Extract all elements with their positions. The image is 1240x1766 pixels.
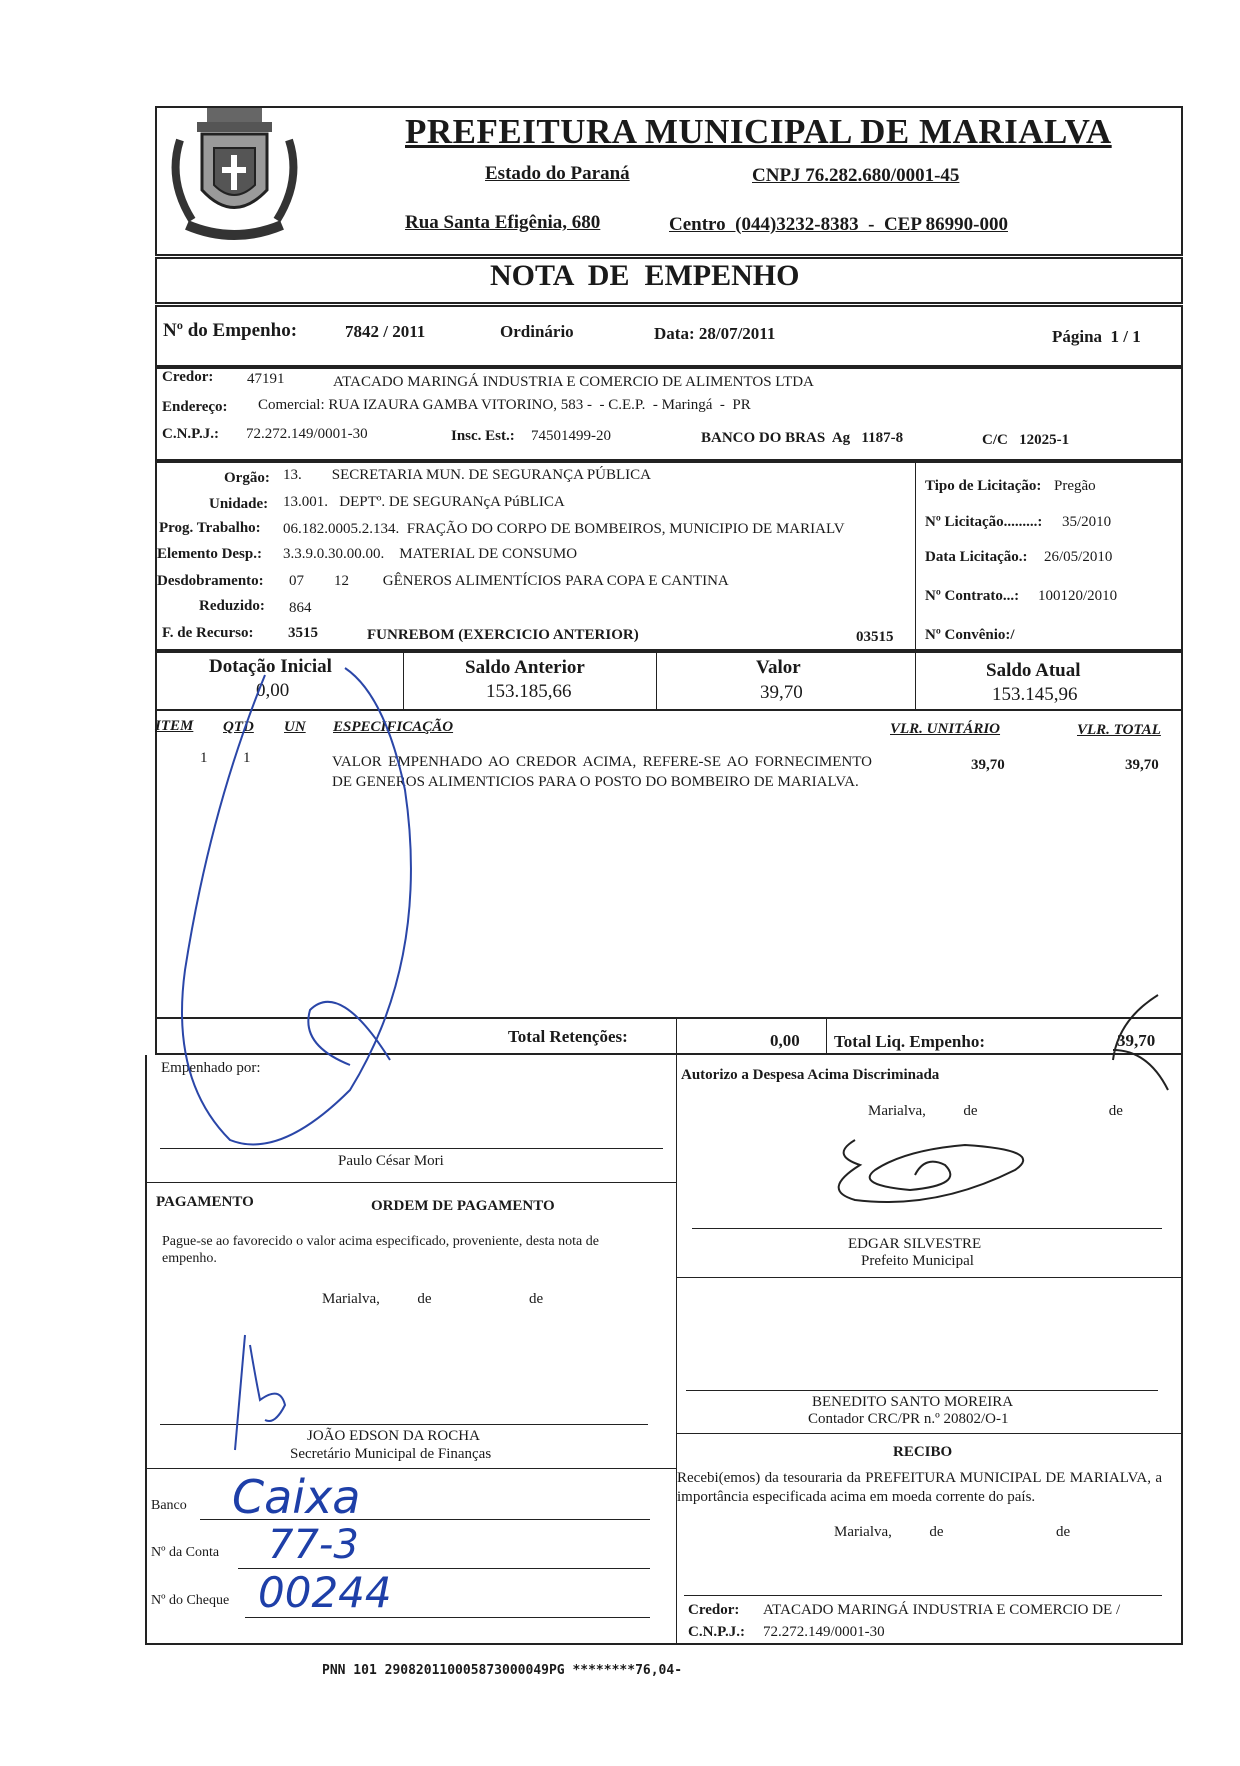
valor-label: Valor	[756, 657, 801, 678]
credor-cnpj-label: C.N.P.J.:	[162, 426, 219, 442]
desdobramento-value: 07 12 GÊNEROS ALIMENTÍCIOS PARA COPA E CANTINA	[289, 573, 729, 589]
credor-address-label: Endereço:	[162, 399, 228, 415]
licitacao-tipo-label: Tipo de Licitação:	[925, 478, 1042, 494]
doc-title: NOTA DE EMPENHO	[490, 259, 800, 292]
col-header-un: UN	[284, 719, 306, 735]
credor-insc: 74501499-20	[531, 428, 611, 444]
elemento-label: Elemento Desp.:	[157, 546, 262, 562]
credor-account: C/C 12025-1	[982, 432, 1070, 448]
ordem-pagamento-label: ORDEM DE PAGAMENTO	[371, 1198, 555, 1214]
credor-address: Comercial: RUA IZAURA GAMBA VITORINO, 583 - - C.E.P. - Maringá - PR	[258, 397, 751, 413]
municipality-cnpj: CNPJ 76.282.680/0001-45	[752, 165, 960, 186]
credor-insc-label: Insc. Est.:	[451, 428, 515, 444]
item-total-price: 39,70	[1125, 757, 1159, 773]
credor-bank: BANCO DO BRAS Ag 1187-8	[701, 430, 904, 446]
col-header-total: VLR. TOTAL	[1077, 722, 1161, 738]
saldo-atual-label: Saldo Atual	[986, 660, 1081, 681]
autorizo-place-date: Marialva, de de	[868, 1103, 1123, 1119]
orgao-value: 13. SECRETARIA MUN. DE SEGURANÇA PÚBLICA	[283, 467, 651, 483]
desdobramento-label: Desdobramento:	[157, 573, 264, 589]
item-spec: VALOR EMPENHADO AO CREDOR ACIMA, REFERE-SE AO FORNECIMENTO DE GENEROS ALIMENTICIOS PARA O POSTO DO BOMBEIRO DE MARIALVA.	[332, 754, 872, 790]
col-header-spec: ESPECIFICAÇÃO	[333, 719, 454, 735]
reduzido-value: 864	[289, 600, 312, 616]
state-name: Estado do Paraná	[485, 163, 630, 184]
unidade-label: Unidade:	[209, 496, 269, 512]
municipality-title: PREFEITURA MUNICIPAL DE MARIALVA	[405, 112, 1112, 151]
prefeito-role: Prefeito Municipal	[861, 1253, 974, 1269]
pagamento-place-date: Marialva, de de	[322, 1291, 544, 1307]
contrato-label: Nº Contrato...:	[925, 588, 1020, 604]
recibo-credor-label: Credor:	[688, 1602, 740, 1618]
recurso-value: 3515	[288, 625, 318, 641]
large-pen-stroke	[170, 660, 500, 1160]
recibo-cnpj-label: C.N.P.J.:	[688, 1624, 745, 1640]
conta-value: 77-3	[268, 1522, 359, 1568]
prog-value: 06.182.0005.2.134. FRAÇÃO DO CORPO DE BOMBEIROS, MUNICIPIO DE MARIALV	[283, 521, 845, 537]
cheque-line	[245, 1617, 650, 1618]
empenhado-label: Empenhado por:	[161, 1060, 261, 1076]
recibo-text: Recebi(emos) da tesouraria da PREFEITURA MUNICIPAL DE MARIALVA, a importância especificada acima em moeda corrente do país.	[677, 1470, 1162, 1505]
saldo-anterior-label: Saldo Anterior	[465, 657, 585, 678]
footer-code: PNN 101 290820110005873000049PG ********76,04-	[322, 1663, 683, 1678]
saldo-anterior-value: 153.185,66	[486, 681, 572, 702]
secretario-role: Secretário Municipal de Finanças	[290, 1446, 492, 1462]
empenho-page: Página 1 / 1	[1052, 327, 1141, 346]
credor-cnpj: 72.272.149/0001-30	[246, 426, 368, 442]
recibo-place-date: Marialva, de de	[834, 1524, 1071, 1540]
col-header-unit: VLR. UNITÁRIO	[890, 721, 1001, 737]
contador-name: BENEDITO SANTO MOREIRA	[812, 1394, 1014, 1410]
banco-value: Caixa	[232, 1470, 361, 1524]
conta-label: Nº da Conta	[151, 1545, 220, 1560]
unidade-value: 13.001. DEPTº. DE SEGURANçA PúBLICA	[283, 494, 565, 510]
total-liquido-value: 39,70	[1117, 1031, 1156, 1050]
credor-code: 47191	[247, 371, 285, 387]
cheque-label: Nº do Cheque	[151, 1593, 230, 1608]
licitacao-tipo-value: Pregão	[1054, 478, 1096, 494]
municipality-contact: Centro (044)3232-8383 - CEP 86990-000	[669, 214, 1008, 235]
licitacao-data-label: Data Licitação.:	[925, 549, 1028, 565]
recurso-name: FUNREBOM (EXERCICIO ANTERIOR)	[367, 627, 639, 643]
empenho-number: 7842 / 2011	[345, 322, 426, 341]
credor-signature-line	[684, 1595, 1162, 1596]
secretario-name: JOÃO EDSON DA ROCHA	[307, 1428, 480, 1444]
orgao-label: Orgão:	[224, 470, 270, 486]
pagamento-text: Pague-se ao favorecido o valor acima especificado, proveniente, desta nota de empenho.	[162, 1234, 599, 1266]
licitacao-numero-value: 35/2010	[1062, 514, 1112, 530]
licitacao-numero-label: Nº Licitação.........:	[925, 514, 1043, 530]
total-check-mark-icon	[1108, 990, 1188, 1100]
pagamento-label: PAGAMENTO	[156, 1194, 254, 1210]
recibo-cnpj: 72.272.149/0001-30	[763, 1624, 885, 1640]
retencoes-value: 0,00	[770, 1031, 800, 1050]
convenio-label: Nº Convênio:/	[925, 627, 1015, 643]
prefeito-signature-icon	[815, 1130, 1055, 1230]
credor-label: Credor:	[162, 369, 214, 385]
empenho-label: Nº do Empenho:	[163, 320, 298, 341]
col-header-qtd: QTD	[223, 719, 254, 735]
recurso-code: 03515	[856, 629, 894, 645]
contador-signature-line	[686, 1390, 1158, 1391]
elemento-value: 3.3.9.0.30.00.00. MATERIAL DE CONSUMO	[283, 546, 578, 562]
recibo-title: RECIBO	[893, 1444, 953, 1460]
empenho-date: Data: 28/07/2011	[654, 324, 776, 343]
contador-role: Contador CRC/PR n.º 20802/O-1	[808, 1411, 1009, 1427]
autorizo-label: Autorizo a Despesa Acima Discriminada	[681, 1067, 940, 1083]
empenhado-signer: Paulo César Mori	[338, 1153, 444, 1169]
item-number: 1	[200, 750, 208, 766]
empenho-type: Ordinário	[500, 322, 574, 341]
recibo-credor: ATACADO MARINGÁ INDUSTRIA E COMERCIO DE /	[763, 1602, 1121, 1618]
valor-value: 39,70	[760, 682, 803, 703]
secretario-signature-icon	[225, 1325, 315, 1460]
prog-label: Prog. Trabalho:	[159, 520, 261, 536]
banco-label: Banco	[151, 1498, 187, 1513]
retencoes-label: Total Retenções:	[508, 1027, 628, 1046]
licitacao-data-value: 26/05/2010	[1044, 549, 1113, 565]
item-unit-price: 39,70	[971, 757, 1005, 773]
reduzido-label: Reduzido:	[199, 598, 265, 614]
dotacao-inicial-value: 0,00	[256, 680, 290, 701]
cheque-value: 00244	[258, 1568, 392, 1617]
col-header-item: ITEM	[155, 718, 194, 734]
item-qty: 1	[243, 750, 251, 766]
dotacao-inicial-label: Dotação Inicial	[209, 656, 332, 677]
prefeito-name: EDGAR SILVESTRE	[848, 1236, 982, 1252]
contrato-value: 100120/2010	[1038, 588, 1118, 604]
municipality-address: Rua Santa Efigênia, 680	[405, 212, 601, 233]
recurso-label: F. de Recurso:	[162, 625, 254, 641]
total-liquido-label: Total Liq. Empenho:	[834, 1032, 985, 1051]
coat-of-arms-icon	[162, 100, 307, 248]
saldo-atual-value: 153.145,96	[992, 684, 1078, 705]
credor-name: ATACADO MARINGÁ INDUSTRIA E COMERCIO DE ALIMENTOS LTDA	[333, 374, 814, 390]
